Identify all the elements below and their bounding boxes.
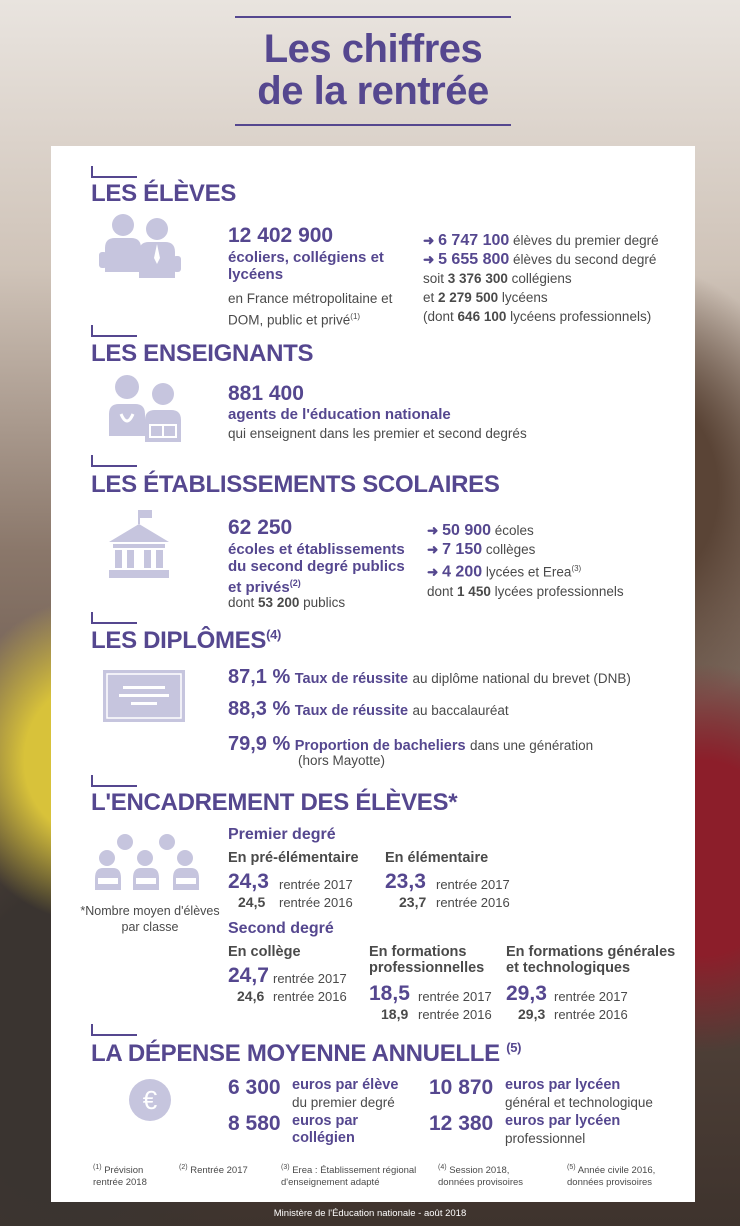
eleves-college-label: collégiens — [511, 271, 572, 286]
footnote-text: Erea : Établissement régional d'enseignement adapté — [281, 1165, 417, 1189]
premier-degre-title: Premier degré — [228, 826, 336, 843]
section-marker — [91, 455, 137, 467]
eleves-pro-open: (dont — [423, 309, 454, 324]
etab-pro-value: 1 450 — [457, 583, 491, 599]
etablissements-total: 62 250 — [228, 516, 293, 539]
footnote-ref: (3) — [281, 1164, 290, 1171]
etablissements-label-ref: (2) — [289, 578, 301, 588]
depense-value: 12 380 — [429, 1112, 494, 1135]
group-label: En formations générales et technologiques — [506, 944, 676, 976]
section-title-etablissements: LES ÉTABLISSEMENTS SCOLAIRES — [91, 471, 500, 498]
title-bottom-rule — [235, 124, 511, 126]
enseignants-label: agents de l'éducation nationale — [228, 406, 451, 423]
eleves-total: 12 402 900 — [228, 224, 334, 247]
eleves-college-line — [423, 269, 659, 288]
page-title — [235, 18, 511, 124]
etab-ecoles-line: ➜ 50 900 écoles — [427, 522, 534, 539]
section-title-depense — [91, 1040, 521, 1068]
eleves-total-note — [228, 290, 418, 330]
eleves-second-value: 5 655 800 — [438, 251, 510, 268]
value-2016: 24,6 — [237, 988, 265, 1004]
footnote-ref: (4) — [438, 1164, 447, 1171]
value-2017: 24,3 — [228, 870, 269, 893]
etab-lycees-value: 4 200 — [442, 563, 483, 581]
eleves-lycee-label: lycéens — [501, 290, 548, 305]
footnote-text: Prévision rentrée 2018 — [93, 1165, 147, 1189]
etab-colleges-value: 7 150 — [442, 541, 483, 558]
depense-value: 10 870 — [429, 1076, 494, 1099]
group-value-2017 — [385, 870, 426, 894]
depense-label-bold: euros par lycéen — [505, 1113, 621, 1129]
eleves-premier-value: 6 747 100 — [438, 232, 510, 249]
depense-value: 8 580 — [228, 1112, 281, 1135]
eleves-second-label: élèves du second degré — [513, 252, 657, 267]
footnote-5 — [567, 1162, 677, 1189]
value-2016: 24,5 — [238, 894, 266, 910]
diplome-row-2 — [228, 698, 509, 721]
eleves-lycee-line — [423, 288, 659, 307]
eleves-et: et — [423, 290, 435, 305]
footnote-3 — [281, 1162, 421, 1189]
section-marker — [91, 325, 137, 337]
depense-heading-ref: (5) — [506, 1040, 522, 1055]
eleves-college-value: 3 376 300 — [447, 271, 508, 286]
etab-note-value: 53 200 — [258, 595, 300, 610]
diplome-label-bold: Taux de réussite — [294, 671, 409, 687]
section-marker — [91, 166, 137, 178]
diploma-icon — [103, 670, 185, 722]
value-2016: 29,3 — [518, 1006, 546, 1022]
eleves-breakdown — [423, 231, 659, 326]
footnote-1 — [93, 1162, 173, 1189]
eleves-note-text: en France métropolitaine et DOM, public et privé — [228, 291, 393, 328]
value-2017: 24,7 — [228, 964, 269, 987]
footnote-ref: (2) — [179, 1164, 188, 1171]
etablissements-label-text: écoles et établissements du second degré publics et privés — [228, 541, 405, 596]
year-2016-label: rentrée 2016 — [554, 1007, 628, 1022]
footnote-4 — [438, 1162, 528, 1189]
value-2017: 23,3 — [385, 870, 426, 893]
etab-lycees-label: lycées et Erea — [485, 564, 572, 580]
encadrement-footnote: *Nombre moyen d'élèves par classe — [80, 904, 220, 934]
section-marker — [91, 1024, 137, 1036]
depense-label-block — [505, 1113, 620, 1148]
year-2016-label: rentrée 2016 — [273, 989, 347, 1004]
eleves-premier-label: élèves du premier degré — [513, 233, 659, 248]
group-label: En élémentaire — [385, 850, 489, 866]
etab-colleges-line: ➜ 7 150 collèges — [427, 541, 536, 558]
group-value-2017 — [506, 982, 547, 1006]
etab-ecoles-label: écoles — [494, 523, 534, 538]
diplomes-heading-text: LES DIPLÔMES — [91, 627, 267, 654]
diplome-label-rest: au diplôme national du brevet (DNB) — [412, 671, 631, 686]
eleves-pro-value: 646 100 — [457, 309, 507, 324]
group-label: En pré-élémentaire — [228, 850, 359, 866]
diplome-row-3 — [228, 733, 593, 756]
diplome-label-rest: au baccalauréat — [412, 703, 509, 718]
year-2017-label: rentrée 2017 — [279, 877, 353, 892]
title-line-1: Les chiffres — [263, 27, 483, 71]
group-value-2017 — [369, 982, 410, 1006]
value-2016: 18,9 — [381, 1006, 409, 1022]
section-title-enseignants: LES ENSEIGNANTS — [91, 340, 314, 367]
students-icon — [97, 212, 183, 282]
diplomes-heading-ref: (4) — [266, 627, 282, 642]
year-2017-label: rentrée 2017 — [273, 971, 347, 986]
etablissements-breakdown — [427, 521, 624, 601]
section-title-diplomes — [91, 627, 281, 655]
footnote-2 — [179, 1162, 269, 1177]
year-2017-label: rentrée 2017 — [554, 989, 628, 1004]
eleves-note-ref: (1) — [350, 312, 361, 321]
value-2016: 23,7 — [399, 894, 427, 910]
etab-note-suffix: publics — [303, 595, 346, 610]
eleves-pro-label: lycéens professionnels) — [510, 309, 652, 324]
section-marker — [91, 612, 137, 624]
enseignants-total: 881 400 — [228, 382, 304, 405]
eleves-soit: soit — [423, 271, 445, 286]
group-value-2017 — [228, 964, 269, 988]
depense-label-rest: général et technologique — [505, 1095, 653, 1110]
depense-label-bold: euros par élève — [292, 1077, 399, 1093]
depense-value: 6 300 — [228, 1076, 281, 1099]
second-degre-title: Second degré — [228, 920, 334, 937]
enseignants-note: qui enseignent dans les premier et second degrés — [228, 426, 527, 441]
footnote-ref: (5) — [567, 1164, 576, 1171]
diplome-label-bold: Proportion de bacheliers — [294, 738, 466, 754]
etab-pro-label: lycées professionnels — [494, 583, 624, 599]
depense-label-block — [292, 1077, 398, 1112]
depense-label-bold: euros par lycéen — [505, 1077, 621, 1093]
footnote-text: Rentrée 2017 — [190, 1165, 248, 1177]
etablissements-note — [228, 594, 345, 612]
eleves-total-label: écoliers, collégiens et lycéens — [228, 249, 384, 283]
eleves-premier-line: ➜ 6 747 100 élèves du premier degré — [423, 232, 659, 249]
etab-pro-prefix: dont — [427, 583, 454, 599]
eleves-second-line: ➜ 5 655 800 élèves du second degré — [423, 251, 657, 268]
year-2017-label: rentrée 2017 — [436, 877, 510, 892]
footnote-ref: (1) — [93, 1164, 102, 1171]
group-label: En formations professionnelles — [369, 944, 485, 976]
etab-note-prefix: dont — [228, 595, 255, 610]
etab-pro-line — [427, 582, 624, 601]
year-2016-label: rentrée 2016 — [418, 1007, 492, 1022]
value-2017: 29,3 — [506, 982, 547, 1005]
diplome-row-1 — [228, 666, 631, 689]
year-2016-label: rentrée 2016 — [436, 895, 510, 910]
depense-label-rest: du premier degré — [292, 1095, 395, 1110]
school-building-icon — [107, 510, 171, 580]
title-block — [235, 16, 511, 126]
depense-heading-text: LA DÉPENSE MOYENNE ANNUELLE — [91, 1040, 500, 1067]
year-2017-label: rentrée 2017 — [418, 989, 492, 1004]
etab-ecoles-value: 50 900 — [442, 522, 492, 539]
etab-lycees-line: ➜ 4 200 lycées et Erea$^{(3)}$ — [427, 563, 582, 581]
eleves-pro-line — [423, 307, 659, 326]
etab-lycees-ref: (3) — [571, 564, 582, 573]
group-value-2017 — [228, 870, 269, 894]
content-card — [51, 146, 695, 1202]
teachers-icon — [105, 374, 187, 444]
depense-label-bold: euros par collégien — [292, 1113, 359, 1146]
footnote-text: Année civile 2016, données provisoires — [567, 1165, 656, 1189]
title-line-2: de la rentrée — [257, 69, 489, 113]
etab-colleges-label: collèges — [485, 542, 536, 557]
diplome-pct: 88,3 % — [228, 698, 291, 720]
section-title-eleves: LES ÉLÈVES — [91, 180, 237, 207]
group-label: En collège — [228, 944, 301, 960]
diplome-row-3-note: (hors Mayotte) — [298, 753, 386, 768]
class-group-icon — [95, 832, 203, 894]
footnote-text: Session 2018, données provisoires — [438, 1165, 524, 1189]
value-2017: 18,5 — [369, 982, 410, 1005]
section-marker — [91, 775, 137, 787]
year-2016-label: rentrée 2016 — [279, 895, 353, 910]
eleves-lycee-value: 2 279 500 — [438, 290, 499, 305]
etablissements-label — [228, 541, 413, 596]
depense-label-block — [505, 1077, 653, 1112]
diplome-pct: 79,9 % — [228, 733, 291, 755]
depense-label-rest: professionnel — [505, 1131, 586, 1146]
euro-icon: € — [129, 1079, 171, 1121]
diplome-label-rest: dans une génération — [470, 738, 594, 753]
diplome-pct: 87,1 % — [228, 666, 291, 688]
section-title-encadrement: L'ENCADREMENT DES ÉLÈVES* — [91, 789, 458, 816]
diplome-label-bold: Taux de réussite — [294, 703, 409, 719]
footer-credit: Ministère de l'Éducation nationale - août 2018 — [273, 1208, 467, 1219]
